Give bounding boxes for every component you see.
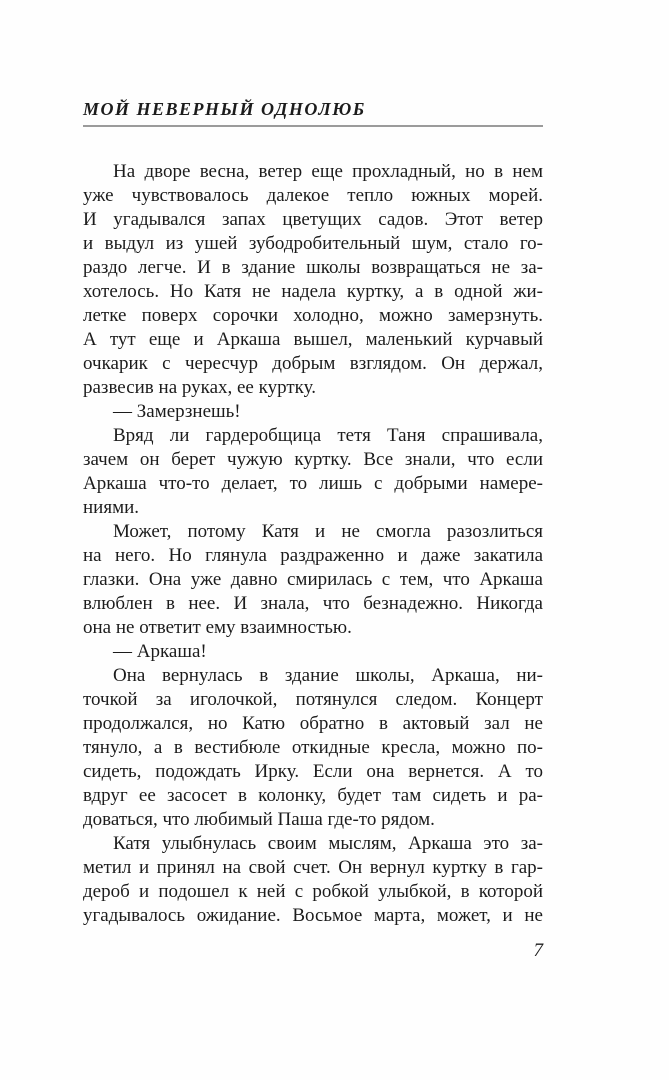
text-line: летке поверх сорочки холодно, можно замерзнуть. [83,305,543,326]
paragraph [83,160,543,400]
text-line: На дворе весна, ветер еще прохладный, но в нем [113,161,543,182]
text-line: развесив на руках, ее куртку. [83,377,316,398]
text-line: метил и принял на свой счет. Он вернул куртку в гар- [83,857,543,878]
text-line: И угадывался запах цветущих садов. Этот ветер [83,209,543,230]
header-rule [83,125,543,127]
text-line: продолжался, но Катю обратно в актовый зал не [83,713,543,734]
text-line: Она вернулась в здание школы, Аркаша, ни- [113,665,543,686]
text-line: Может, потому Катя и не смогла разозлиться [113,521,543,542]
text-line: на него. Но глянула раздраженно и даже закатила [83,545,543,566]
text-line: влюблен в нее. И знала, что безнадежно. Никогда [83,593,543,614]
text-line: очкарик с чересчур добрым взглядом. Он держал, [83,353,543,374]
dialogue-paragraph [83,640,543,664]
text-line: тянуло, а в вестибюле откидные кресла, можно по- [83,737,543,758]
text-line: Катя улыбнулась своим мыслям, Аркаша это за- [113,833,543,854]
text-line: А тут еще и Аркаша вышел, маленький курчавый [83,329,543,350]
paragraph [83,520,543,640]
text-line: — Аркаша! [113,641,207,662]
body-text [83,160,543,928]
text-line: точкой за иголочкой, потянулся следом. Концерт [83,689,543,710]
text-line: Аркаша что-то делает, то лишь с добрыми намере- [83,473,543,494]
text-line: глазки. Она уже давно смирилась с тем, что Аркаша [83,569,543,590]
paragraph [83,664,543,832]
paragraph [83,424,543,520]
text-line: доваться, что любимый Паша где-то рядом. [83,809,435,830]
text-line: она не ответит ему взаимностью. [83,617,352,638]
text-line: угадывалось ожидание. Восьмое марта, может, и не [83,905,543,926]
paragraph [83,832,543,928]
text-line: сидеть, подождать Ирку. Если она вернется. А то [83,761,543,782]
text-line: и выдул из ушей зубодробительный шум, стало го- [83,233,543,254]
running-header-title: МОЙ НЕВЕРНЫЙ ОДНОЛЮБ [83,99,366,119]
text-line: зачем он берет чужую куртку. Все знали, что если [83,449,543,470]
text-line: раздо легче. И в здание школы возвращаться не за- [83,257,543,278]
page-number: 7 [533,940,543,961]
page-content [83,100,543,928]
text-line: вдруг ее засосет в колонку, будет там сидеть и ра- [83,785,543,806]
text-line: Вряд ли гардеробщица тетя Таня спрашивала, [113,425,543,446]
dialogue-paragraph [83,400,543,424]
text-line: — Замерзнешь! [113,401,241,422]
text-line: уже чувствовалось далекое тепло южных морей. [83,185,543,206]
text-line: ниями. [83,497,140,518]
text-line: дероб и подошел к ней с робкой улыбкой, в которой [83,881,543,902]
text-line: хотелось. Но Катя не надела куртку, а в одной жи- [83,281,543,302]
